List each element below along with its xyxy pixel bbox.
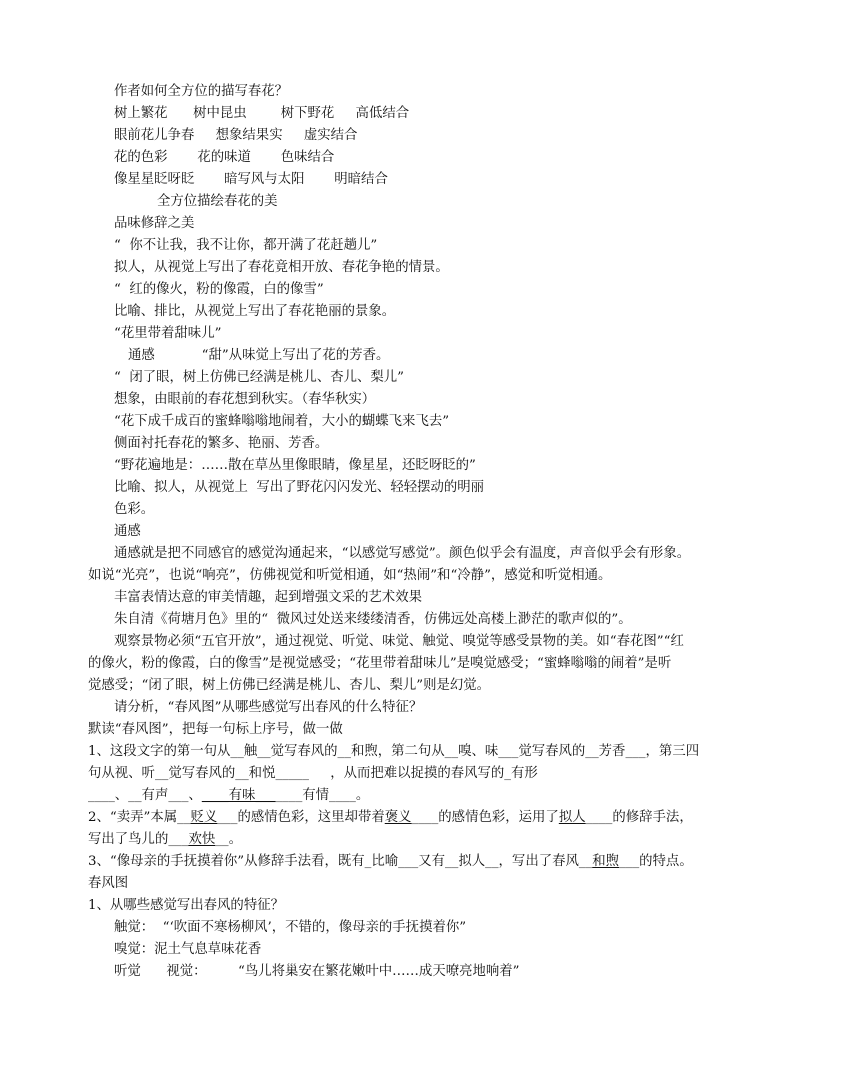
text-segment: 。	[228, 832, 242, 847]
text-line: 通感	[114, 524, 141, 539]
text-line	[88, 829, 242, 851]
text-line: “花里带着甜味儿”	[114, 326, 222, 341]
text-line: 触觉： “‘吹面不寒杨柳风’，不错的，像母亲的手抚摸着你”	[114, 920, 467, 935]
text-line: 树上繁花 树中昆虫 树下野花 高低结合	[114, 106, 410, 121]
text-line: 色彩。	[114, 502, 155, 517]
text-line: 比喻、排比，从视觉上写出了春花艳丽的景象。	[114, 304, 396, 319]
text-segment: 的感情色彩，这里却带着	[237, 810, 385, 825]
text-segment: __	[177, 810, 191, 825]
text-line: 1、这段文字的第一句从__触__觉写春风的__和煦，第二句从__嗅、味___觉写春风的__芳香___，第三四	[88, 744, 700, 759]
text-line: 品味修辞之美	[114, 216, 195, 231]
text-segment: 的修辞手法，	[612, 810, 693, 825]
text-segment: __	[215, 832, 229, 847]
text-line: 观察景物必须“五官开放”，通过视觉、听觉、味觉、触觉、嗅觉等感受景物的美。如“春花图”“红	[114, 634, 684, 649]
text-segment: 写出了鸟儿的	[88, 832, 169, 847]
text-segment: ____	[585, 810, 613, 825]
text-line: 觉感受；“闭了眼，树上仿佛已经满是桃儿、杏儿、梨儿”则是幻觉。	[88, 678, 491, 693]
underlined-answer: 欢快	[188, 832, 216, 847]
text-segment: 的感情色彩，运用了	[438, 810, 559, 825]
text-line: 像星星眨呀眨 暗写风与太阳 明暗结合	[114, 172, 388, 187]
text-segment: __	[619, 854, 633, 869]
text-segment: _	[632, 854, 640, 869]
underlined-answer: 褒义	[384, 810, 412, 825]
underlined-answer: ____有味___	[201, 788, 276, 803]
text-segment: ___	[168, 832, 189, 847]
text-line: “ 闭了眼，树上仿佛已经满是桃儿、杏儿、梨儿”	[114, 370, 405, 385]
text-line: “ 红的像火，粉的像霞，白的像雪”	[114, 282, 324, 297]
underlined-answer: 拟人	[558, 810, 586, 825]
text-line: 作者如何全方位的描写春花？	[114, 84, 289, 99]
text-line: 眼前花儿争春 想象结果实 虚实结合	[114, 128, 358, 143]
text-line: “ 你不让我，我不让你，都开满了花赶趟儿”	[114, 238, 378, 253]
text-line	[88, 851, 693, 873]
text-line: 听觉 视觉：	[114, 964, 207, 979]
text-line: 1、从哪些感觉写出春风的特征？	[88, 898, 284, 913]
text-line: 想象，由眼前的春花想到秋实。（春华秋实）	[114, 392, 376, 407]
text-segment: 2、“卖弄”本属	[88, 810, 178, 825]
text-segment: __	[578, 854, 593, 869]
text-line: 句从视、听__觉写春风的__和悦_____ ，从而把难以捉摸的春风写的_有形	[88, 766, 538, 781]
text-line: “野花遍地是：……散在草丛里像眼睛，像星星，还眨呀眨的”	[114, 458, 476, 473]
text-segment: ___	[217, 810, 238, 825]
underlined-answer: 和煦	[592, 854, 620, 869]
text-line: 拟人，从视觉上写出了春花竟相开放、春花争艳的情景。	[114, 260, 449, 275]
text-line: 春风图	[88, 876, 129, 891]
text-line: 侧面衬托春花的繁多、艳丽、芳香。	[114, 436, 329, 451]
text-line: 朱自清《荷塘月色》里的“ 微风过处送来缕缕清香，仿佛远处高楼上渺茫的歌声似的”。	[114, 612, 632, 627]
text-segment: 的特点。	[639, 854, 693, 869]
text-segment: ____	[411, 810, 439, 825]
text-line: 默读“春风图”，把每一句标上序号，做一做	[88, 722, 343, 737]
text-line: 通感 “甜”从味觉上写出了花的芳香。	[128, 348, 390, 363]
text-line: 全方位描绘春花的美	[157, 194, 278, 209]
text-segment: 3、“像母亲的手抚摸着你”从修辞手法看，既有_比喻___又有__拟人__，写出了春风	[88, 854, 579, 869]
text-segment: ____、__有声___、	[88, 788, 202, 803]
text-line: “鸟儿将巢安在繁花嫩叶中……成天嘹亮地响着”	[238, 964, 520, 979]
underlined-answer: 贬义	[190, 810, 218, 825]
text-line: 的像火，粉的像霞，白的像雪”是视觉感受；“花里带着甜味儿”是嗅觉感受；“蜜蜂嗡嗡的闹着”是听	[88, 656, 672, 671]
text-line	[88, 785, 369, 807]
text-line: 丰富表情达意的审美情趣，起到增强文采的艺术效果	[114, 590, 422, 605]
text-line: 花的色彩 花的味道 色味结合	[114, 150, 335, 165]
text-line: 嗅觉：泥土气息草味花香	[114, 942, 262, 957]
text-line: “花下成千成百的蜜蜂嗡嗡地闹着，大小的蝴蝶飞来飞去”	[114, 414, 450, 429]
text-segment: __有情____。	[288, 788, 370, 803]
text-line: 如说“光亮”，也说“响亮”，仿佛视觉和听觉相通，如“热闹”和“冷静”，感觉和听觉相通。	[88, 568, 612, 583]
text-line	[88, 807, 693, 829]
text-segment: __	[275, 788, 289, 803]
text-line: 通感就是把不同感官的感觉沟通起来，“以感觉写感觉”。颜色似乎会有温度，声音似乎会有形象。	[114, 546, 691, 561]
text-line: 比喻、拟人，从视觉上 写出了野花闪闪发光、轻轻摆动的明丽	[114, 480, 485, 495]
text-line: 请分析，“春风图”从哪些感觉写出春风的什么特征？	[114, 700, 423, 715]
